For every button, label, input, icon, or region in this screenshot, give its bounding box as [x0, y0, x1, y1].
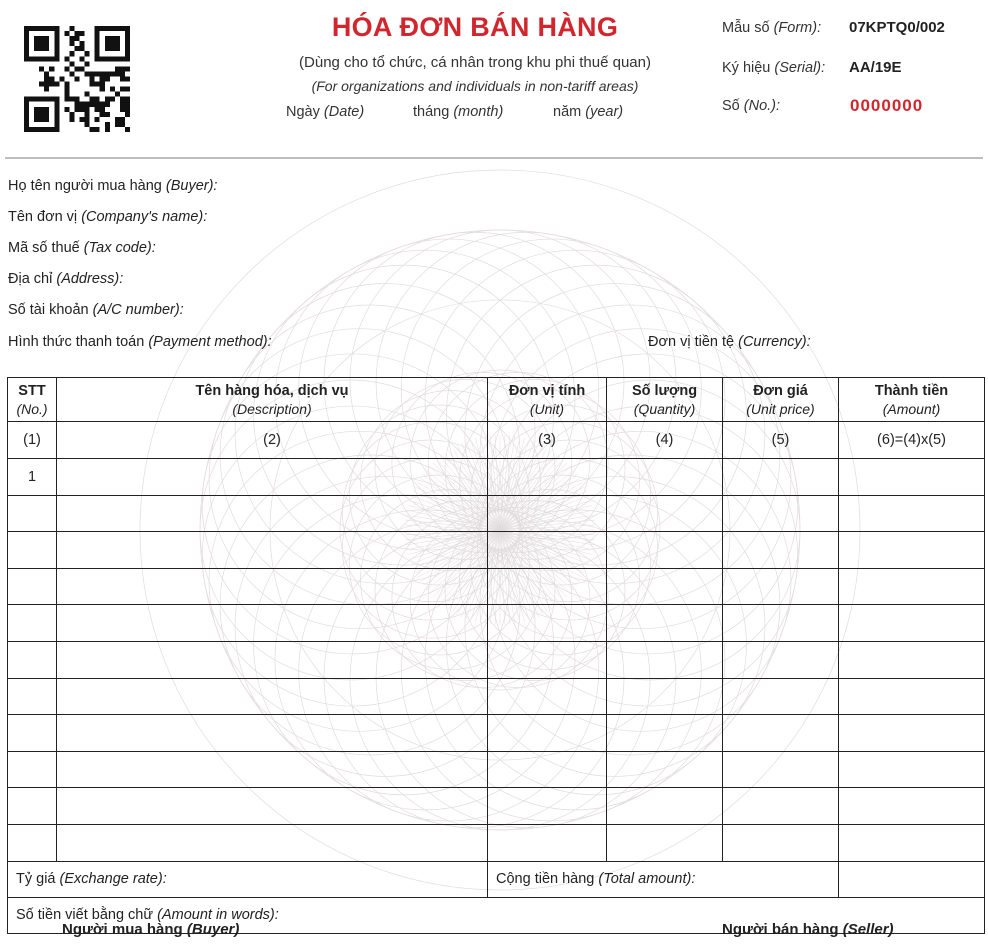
table-cell [723, 605, 839, 642]
table-cell [607, 715, 723, 752]
table-row [8, 824, 985, 861]
column-number: (5) [723, 422, 839, 459]
table-row [8, 788, 985, 825]
table-cell [57, 568, 488, 605]
table-cell [607, 532, 723, 569]
serial-label: Ký hiệu (Serial): [722, 60, 826, 76]
table-cell [839, 715, 985, 752]
invoice-number: 0000000 [850, 96, 924, 115]
date-year: năm (year) [553, 104, 624, 120]
table-cell [607, 641, 723, 678]
table-cell [723, 495, 839, 532]
table-row [8, 568, 985, 605]
table-cell [607, 568, 723, 605]
table-row [8, 715, 985, 752]
buyer-signature-label: Người mua hàng (Buyer) [62, 921, 240, 938]
column-header-unit: Đơn vị tính (Unit) [488, 378, 607, 422]
table-cell [488, 788, 607, 825]
table-cell [8, 568, 57, 605]
table-cell [488, 605, 607, 642]
table-cell [723, 532, 839, 569]
table-cell [723, 824, 839, 861]
account-number-field: Số tài khoản (A/C number): [8, 302, 184, 318]
buyer-name-field: Họ tên người mua hàng (Buyer): [8, 178, 218, 194]
table-cell [8, 532, 57, 569]
table-cell [607, 459, 723, 496]
table-cell [839, 788, 985, 825]
amount-in-words-cell: Số tiền viết bằng chữ (Amount in words): [8, 897, 985, 933]
column-number: (4) [607, 422, 723, 459]
table-cell [723, 715, 839, 752]
table-cell [839, 568, 985, 605]
company-name-field: Tên đơn vị (Company's name): [8, 209, 208, 225]
table-cell [57, 532, 488, 569]
table-cell [488, 751, 607, 788]
table-cell [8, 824, 57, 861]
table-row [8, 459, 985, 496]
form-value: 07KPTQ0/002 [849, 19, 945, 36]
tax-code-field: Mã số thuế (Tax code): [8, 240, 156, 256]
serial-value: AA/19E [849, 59, 902, 76]
table-row [8, 495, 985, 532]
table-row [8, 532, 985, 569]
row-number-cell: 1 [8, 459, 57, 496]
table-row [8, 751, 985, 788]
table-cell [8, 751, 57, 788]
seller-signature-label: Người bán hàng (Seller) [722, 921, 894, 938]
table-cell [723, 459, 839, 496]
invoice-subtitle-en: (For organizations and individuals in non-tariff areas) [311, 78, 639, 94]
table-cell [839, 532, 985, 569]
form-label: Mẫu số (Form): [722, 20, 822, 36]
column-header-unit-price: Đơn giá (Unit price) [723, 378, 839, 422]
table-cell [57, 715, 488, 752]
column-header-no: STT (No.) [8, 378, 57, 422]
table-cell [8, 495, 57, 532]
table-cell [839, 605, 985, 642]
table-cell [57, 678, 488, 715]
table-header-row [8, 378, 985, 422]
table-cell [8, 788, 57, 825]
exchange-rate-cell: Tỷ giá (Exchange rate): [8, 861, 488, 897]
table-cell [8, 605, 57, 642]
table-cell [607, 824, 723, 861]
table-cell [8, 715, 57, 752]
table-cell [57, 824, 488, 861]
address-field: Địa chỉ (Address): [8, 271, 124, 287]
table-cell [839, 824, 985, 861]
column-header-description: Tên hàng hóa, dịch vụ (Description) [57, 378, 488, 422]
date-day: Ngày (Date) [286, 104, 365, 120]
table-cell [488, 824, 607, 861]
table-cell [607, 605, 723, 642]
date-month: tháng (month) [413, 104, 504, 120]
table-row [8, 678, 985, 715]
table-cell [488, 495, 607, 532]
table-cell [607, 788, 723, 825]
table-cell [839, 751, 985, 788]
table-cell [839, 495, 985, 532]
table-cell [57, 459, 488, 496]
table-cell [723, 751, 839, 788]
totals-row [8, 861, 985, 897]
table-cell [839, 678, 985, 715]
table-row [8, 605, 985, 642]
table-cell [839, 641, 985, 678]
table-cell [488, 532, 607, 569]
table-row [8, 641, 985, 678]
table-cell [57, 751, 488, 788]
table-cell [57, 788, 488, 825]
table-cell [607, 495, 723, 532]
table-cell [723, 568, 839, 605]
table-cell [488, 641, 607, 678]
payment-method-field: Hình thức thanh toán (Payment method): [8, 334, 272, 350]
table-cell [488, 459, 607, 496]
column-header-quantity: Số lượng (Quantity) [607, 378, 723, 422]
invoice-subtitle-vi: (Dùng cho tổ chức, cá nhân trong khu phi thuế quan) [299, 54, 651, 71]
column-number-row [8, 422, 985, 459]
table-cell [839, 459, 985, 496]
number-label: Số (No.): [722, 98, 781, 114]
table-cell [488, 568, 607, 605]
table-cell [723, 678, 839, 715]
total-amount-label-cell: Cộng tiền hàng (Total amount): [488, 861, 839, 897]
table-cell [8, 641, 57, 678]
invoice-items-table [7, 377, 985, 934]
invoice-title: HÓA ĐƠN BÁN HÀNG [331, 12, 619, 42]
table-cell [57, 605, 488, 642]
table-cell [488, 678, 607, 715]
column-number: (1) [8, 422, 57, 459]
table-cell [723, 641, 839, 678]
column-number: (6)=(4)x(5) [839, 422, 985, 459]
currency-field: Đơn vị tiền tệ (Currency): [648, 334, 811, 350]
table-cell [488, 715, 607, 752]
column-number: (3) [488, 422, 607, 459]
column-header-amount: Thành tiền (Amount) [839, 378, 985, 422]
table-cell [607, 678, 723, 715]
table-cell [57, 495, 488, 532]
table-cell [8, 678, 57, 715]
table-cell [57, 641, 488, 678]
total-amount-value-cell [839, 861, 985, 897]
qr-code-icon [24, 26, 130, 132]
table-cell [723, 788, 839, 825]
column-number: (2) [57, 422, 488, 459]
header-divider [5, 157, 983, 159]
table-cell [607, 751, 723, 788]
